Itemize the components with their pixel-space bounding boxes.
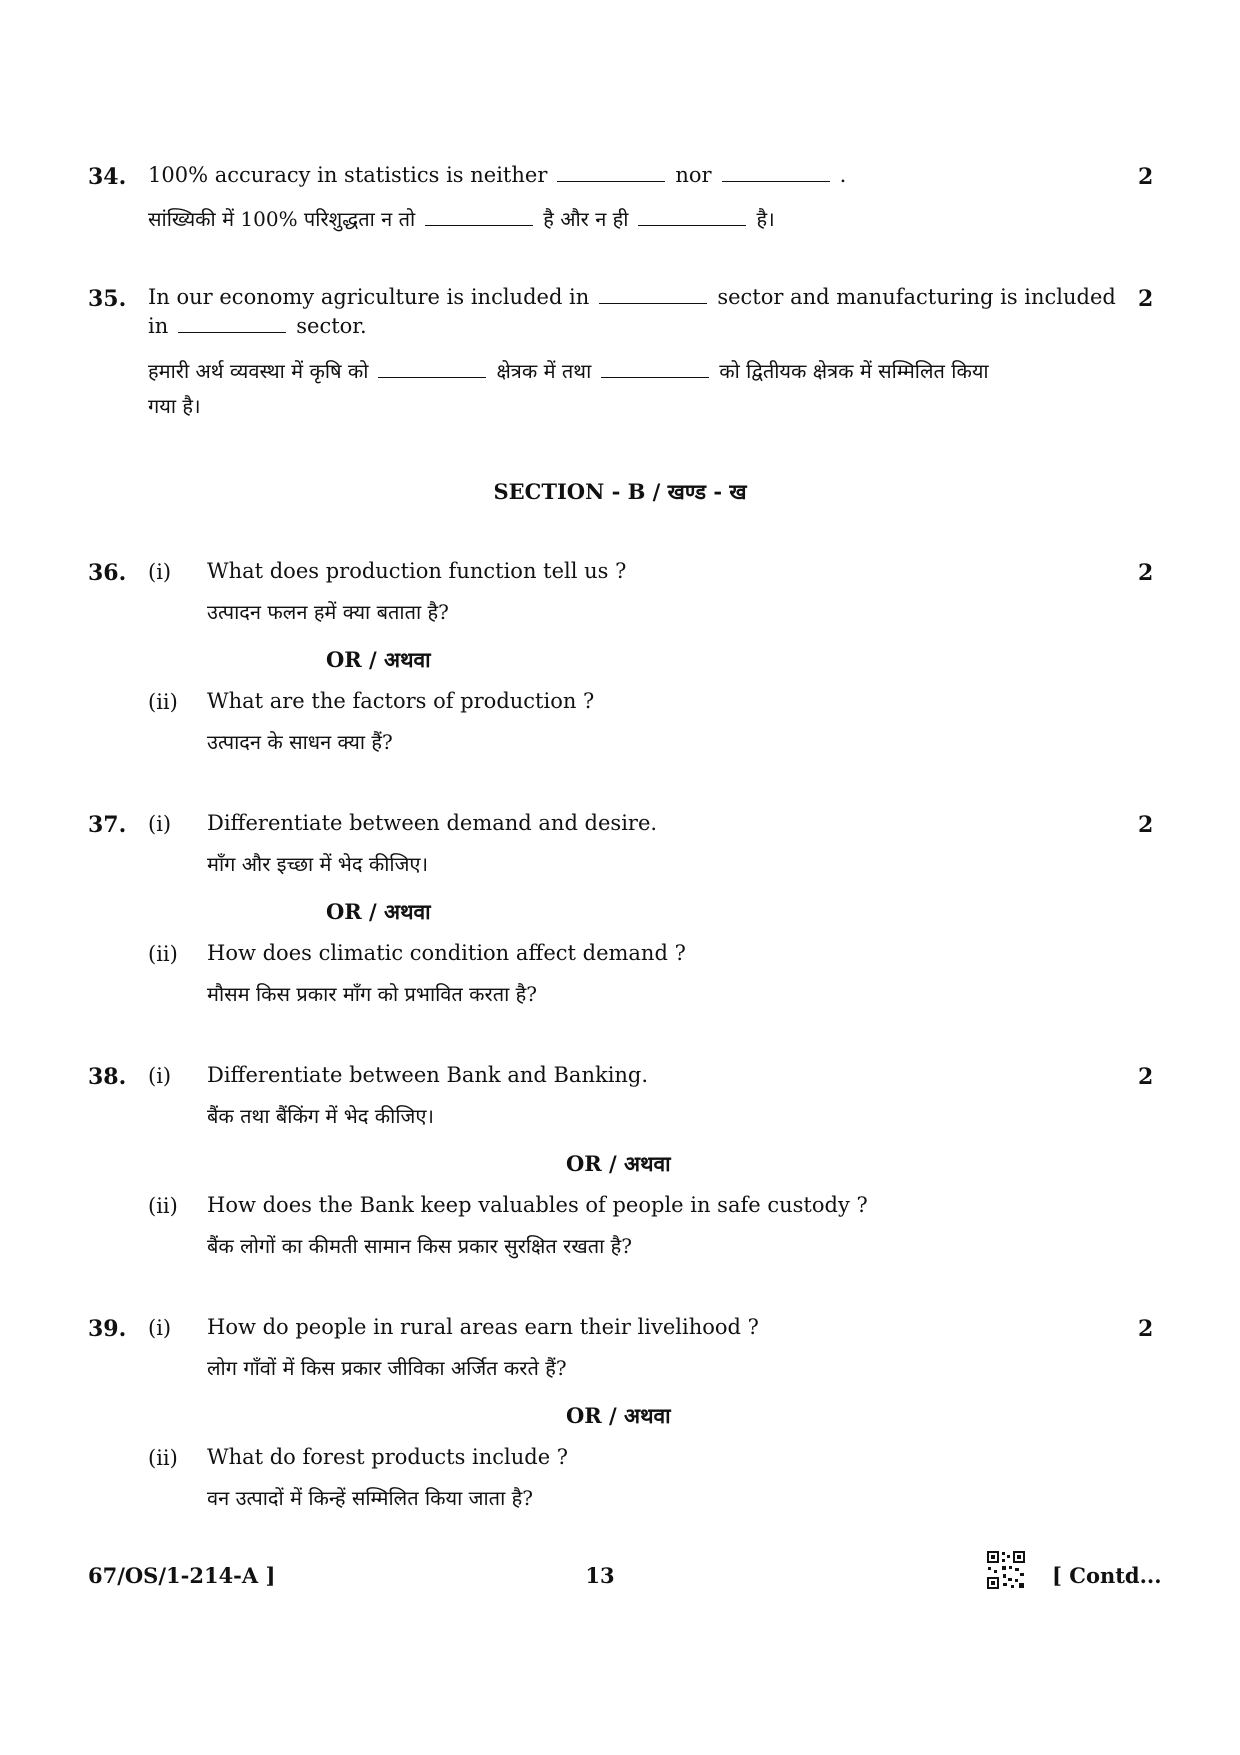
text-segment: sector and manufacturing is included [717,285,1116,309]
part-i-text-hi: माँग और इच्छा में भेद कीजिए। [207,852,429,876]
text-segment: in [148,314,169,338]
fill-blank [378,359,486,378]
text-segment: 100% accuracy in statistics is neither [148,163,548,187]
part-i-text-en: What does production function tell us ? [207,559,627,583]
part-label: (i) [148,560,172,584]
question-number: 35. [88,286,127,312]
question-text-hi-line1 [148,354,989,388]
or-separator: OR / अथवा [566,1151,671,1176]
part-i-text-en: Differentiate between demand and desire. [207,811,658,835]
part-label: (ii) [148,1194,178,1218]
part-ii-text-en: What are the factors of production ? [207,689,595,713]
text-segment: nor [675,163,712,187]
question-number: 37. [88,812,127,838]
section-heading: SECTION - B / खण्ड - ख [493,479,747,504]
fill-blank [178,314,286,333]
part-label: (i) [148,1064,172,1088]
continued-label: [ Contd... [1052,1563,1162,1588]
text-segment: . [839,163,847,187]
part-i-text-en: Differentiate between Bank and Banking. [207,1063,649,1087]
fill-blank [722,163,830,182]
question-marks: 2 [1138,560,1154,586]
part-ii-text-hi: बैंक लोगों का कीमती सामान किस प्रकार सुरक्षित रखता है? [207,1234,632,1258]
question-marks: 2 [1138,286,1154,312]
question-number: 39. [88,1316,127,1342]
or-separator: OR / अथवा [326,899,431,924]
question-marks: 2 [1138,812,1154,838]
question-number: 34. [88,164,127,190]
part-ii-text-en: How does climatic condition affect demand ? [207,941,686,965]
question-text-en-line2 [148,311,367,341]
fill-blank [599,285,707,304]
question-number: 38. [88,1064,127,1090]
part-label: (i) [148,1316,172,1340]
part-i-text-hi: उत्पादन फलन हमें क्या बताता है? [207,600,449,624]
text-segment: है और न ही [543,207,629,231]
question-marks: 2 [1138,164,1154,190]
question-text-en-line1 [148,282,1116,312]
part-label: (ii) [148,690,178,714]
part-label: (i) [148,812,172,836]
page-number: 13 [585,1563,615,1588]
text-segment: है। [756,207,775,231]
text-segment: क्षेत्रक में तथा [496,359,592,383]
question-text-en [148,160,846,190]
fill-blank [425,207,533,226]
part-ii-text-hi: वन उत्पादों में किन्हें सम्मिलित किया जाता है? [207,1486,533,1510]
fill-blank [557,163,665,182]
part-ii-text-en: What do forest products include ? [207,1445,569,1469]
text-segment: को द्वितीयक क्षेत्रक में सम्मिलित किया [719,359,989,383]
part-ii-text-hi: मौसम किस प्रकार माँग को प्रभावित करता है? [207,982,538,1006]
text-segment: In our economy agriculture is included in [148,285,590,309]
question-marks: 2 [1138,1064,1154,1090]
text-segment: सांख्यिकी में 100% परिशुद्धता न तो [148,207,416,231]
text-segment: हमारी अर्थ व्यवस्था में कृषि को [148,359,369,383]
part-ii-text-hi: उत्पादन के साधन क्या हैं? [207,730,393,754]
part-ii-text-en: How does the Bank keep valuables of people in safe custody ? [207,1193,868,1217]
text-segment: sector. [296,314,367,338]
part-i-text-en: How do people in rural areas earn their livelihood ? [207,1315,759,1339]
question-text-hi-line2: गया है। [148,394,201,418]
question-number: 36. [88,560,127,586]
part-label: (ii) [148,1446,178,1470]
paper-code: 67/OS/1-214-A ] [88,1563,276,1588]
part-i-text-hi: लोग गाँवों में किस प्रकार जीविका अर्जित करते हैं? [207,1356,567,1380]
question-text-hi [148,202,775,236]
or-separator: OR / अथवा [326,647,431,672]
or-separator: OR / अथवा [566,1403,671,1428]
fill-blank [638,207,746,226]
part-label: (ii) [148,942,178,966]
part-i-text-hi: बैंक तथा बैंकिंग में भेद कीजिए। [207,1104,434,1128]
question-marks: 2 [1138,1316,1154,1342]
fill-blank [601,359,709,378]
qr-code-icon [986,1550,1026,1590]
